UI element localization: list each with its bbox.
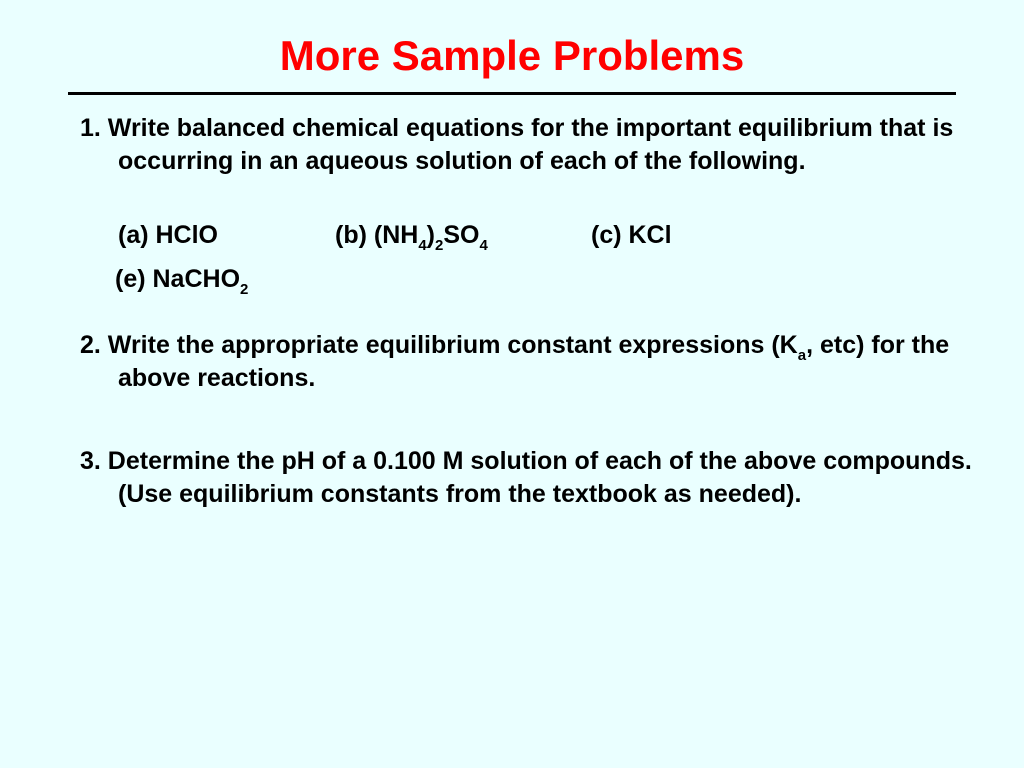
compound-c <box>591 219 672 252</box>
problem-1-text: 1. Write balanced chemical equations for the important equilibrium that is occurring in an aqueous solution of each of the following. <box>80 114 954 175</box>
compound-b-sub3: 4 <box>479 237 488 254</box>
compound-a-label: (a) HClO <box>118 221 218 249</box>
compound-b-sub2: 2 <box>434 237 444 254</box>
problem-2-text <box>80 329 998 395</box>
compound-b-part3: SO <box>443 221 480 249</box>
compound-e-sub1: 2 <box>240 281 249 298</box>
compound-e-part1: (e) NaCHO <box>115 265 241 293</box>
compound-e <box>115 263 248 296</box>
compound-a <box>118 219 218 252</box>
compound-b <box>335 219 488 252</box>
compound-c-label: (c) KCl <box>591 221 672 249</box>
problem-3-text: 3. Determine the pH of a 0.100 M solution of each of the above compounds. (Use equilibrium constants from the textbook as needed). <box>80 447 972 508</box>
problem-2-ka-subscript: a <box>797 347 807 364</box>
compound-b-part2: ) <box>426 221 435 249</box>
problem-2-part1: 2. Write the appropriate equilibrium constant expressions (K <box>80 331 798 359</box>
compound-b-part1: (b) (NH <box>335 221 419 249</box>
problem-2-part2: , etc) for the above reactions. <box>118 331 950 392</box>
compound-b-sub1: 4 <box>418 237 427 254</box>
slide-title: More Sample Problems <box>279 32 745 79</box>
title-divider <box>68 92 956 95</box>
